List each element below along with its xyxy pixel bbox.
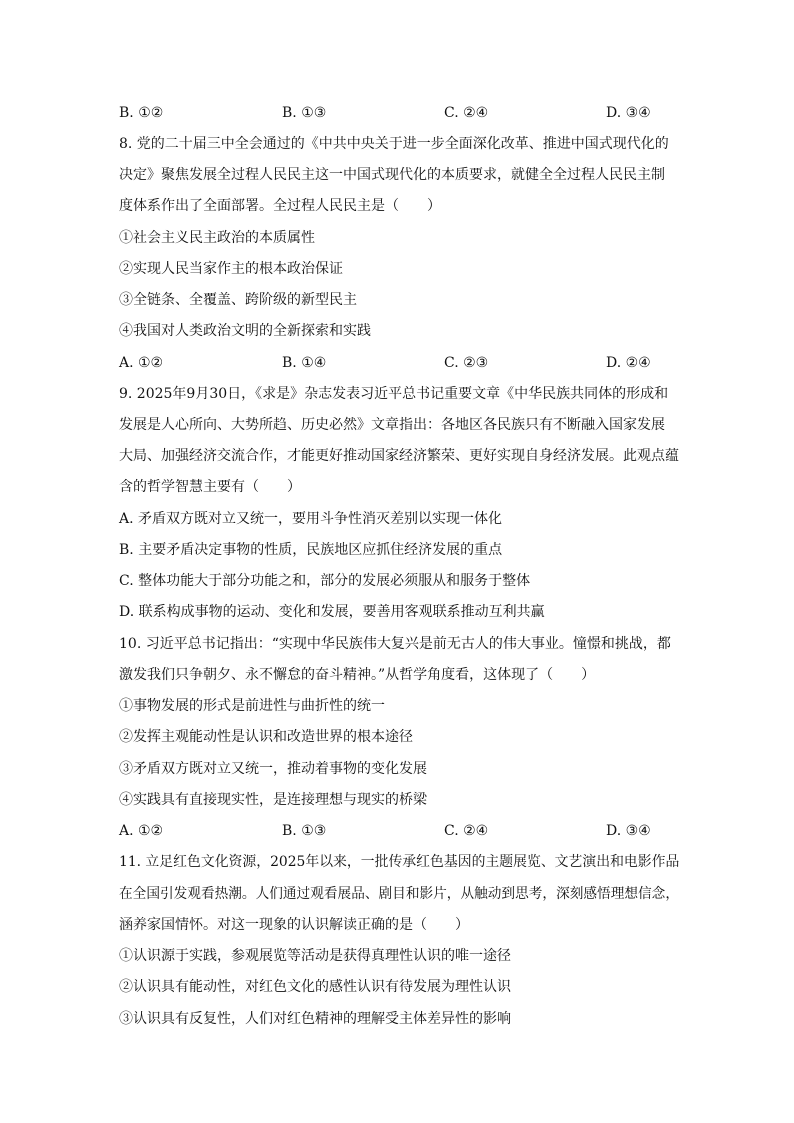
question-8-stem-line: 度体系作出了全面部署。全过程人民民主是（ ） (119, 198, 441, 214)
question-8-item: ③全链条、全覆盖、跨阶级的新型民主 (119, 292, 357, 308)
question-8-item: ④我国对人类政治文明的全新探索和实践 (119, 323, 371, 339)
option-label: D. ③④ (606, 105, 651, 121)
question-9-choice: C. 整体功能大于部分功能之和，部分的发展必须服从和服务于整体 (119, 573, 531, 589)
question-8-item: ①社会主义民主政治的本质属性 (119, 230, 315, 246)
option-label: B. ①③ (282, 823, 327, 839)
question-10-item: ①事物发展的形式是前进性与曲折性的统一 (119, 698, 385, 714)
question-8-item: ②实现人民当家作主的根本政治保证 (119, 261, 343, 277)
question-11-stem-line: 涵养家国情怀。对这一现象的认识解读正确的是（ ） (119, 917, 469, 933)
question-9-stem-line: 含的哲学智慧主要有（ ） (119, 479, 301, 495)
question-11-item: ②认识具有能动性，对红色文化的感性认识有待发展为理性认识 (119, 979, 511, 995)
question-11-stem-line: 在全国引发观看热潮。人们通过观看展品、剧目和影片，从触动到思考，深刻感悟理想信念， (119, 886, 679, 902)
question-10-item: ③矛盾双方既对立又统一，推动着事物的变化发展 (119, 761, 427, 777)
question-8-stem-line: 8. 党的二十届三中全会通过的《中共中央关于进一步全面深化改革、推进中国式现代化的 (119, 136, 669, 152)
question-11-item: ③认识具有反复性，人们对红色精神的理解受主体差异性的影响 (119, 1011, 511, 1027)
q7-options (119, 103, 679, 123)
question-10-item: ④实践具有直接现实性，是连接理想与现实的桥梁 (119, 792, 427, 808)
question-11-item: ①认识源于实践，参观展览等活动是获得真理性认识的唯一途径 (119, 948, 511, 964)
option-label: D. ②④ (606, 355, 651, 371)
question-8-stem-line: 决定》聚焦发展全过程人民民主这一中国式现代化的本质要求，就健全全过程人民民主制 (119, 167, 665, 183)
option-label: A. ①② (119, 823, 164, 839)
question-10-item: ②发挥主观能动性是认识和改造世界的根本途径 (119, 729, 413, 745)
option-label: C. ②④ (444, 823, 489, 839)
option-label: B. ①③ (282, 105, 327, 121)
q10-options (119, 821, 679, 841)
option-label: C. ②③ (444, 355, 489, 371)
q8-options (119, 353, 679, 373)
option-label: B. ①④ (282, 355, 327, 371)
question-10-stem-line: 10. 习近平总书记指出：“实现中华民族伟大复兴是前无古人的伟大事业。憧憬和挑战，都 (119, 636, 671, 652)
question-11-stem-line: 11. 立足红色文化资源，2025年以来，一批传承红色基因的主题展览、文艺演出和电影作品 (119, 854, 680, 870)
question-9-stem-line: 9. 2025年9月30日，《求是》杂志发表习近平总书记重要文章《中华民族共同体的形成和 (119, 386, 669, 402)
question-9-choice: A. 矛盾双方既对立又统一，要用斗争性消灭差别以实现一体化 (119, 511, 503, 527)
question-9-stem-line: 大局、加强经济交流合作，才能更好推动国家经济繁荣、更好实现自身经济发展。此观点蕴 (119, 448, 679, 464)
question-9-choice: D. 联系构成事物的运动、变化和发展，要善用客观联系推动互利共赢 (119, 604, 545, 620)
option-label: A. ①② (119, 355, 164, 371)
option-label: B. ①② (119, 105, 164, 121)
option-label: C. ②④ (444, 105, 489, 121)
question-9-stem-line: 发展是人心所向、大势所趋、历史必然》文章指出：各地区各民族只有不断融入国家发展 (119, 417, 665, 433)
option-label: D. ③④ (606, 823, 651, 839)
question-9-choice: B. 主要矛盾决定事物的性质，民族地区应抓住经济发展的重点 (119, 542, 503, 558)
question-10-stem-line: 激发我们只争朝夕、永不懈怠的奋斗精神。”从哲学角度看，这体现了（ ） (119, 667, 596, 683)
